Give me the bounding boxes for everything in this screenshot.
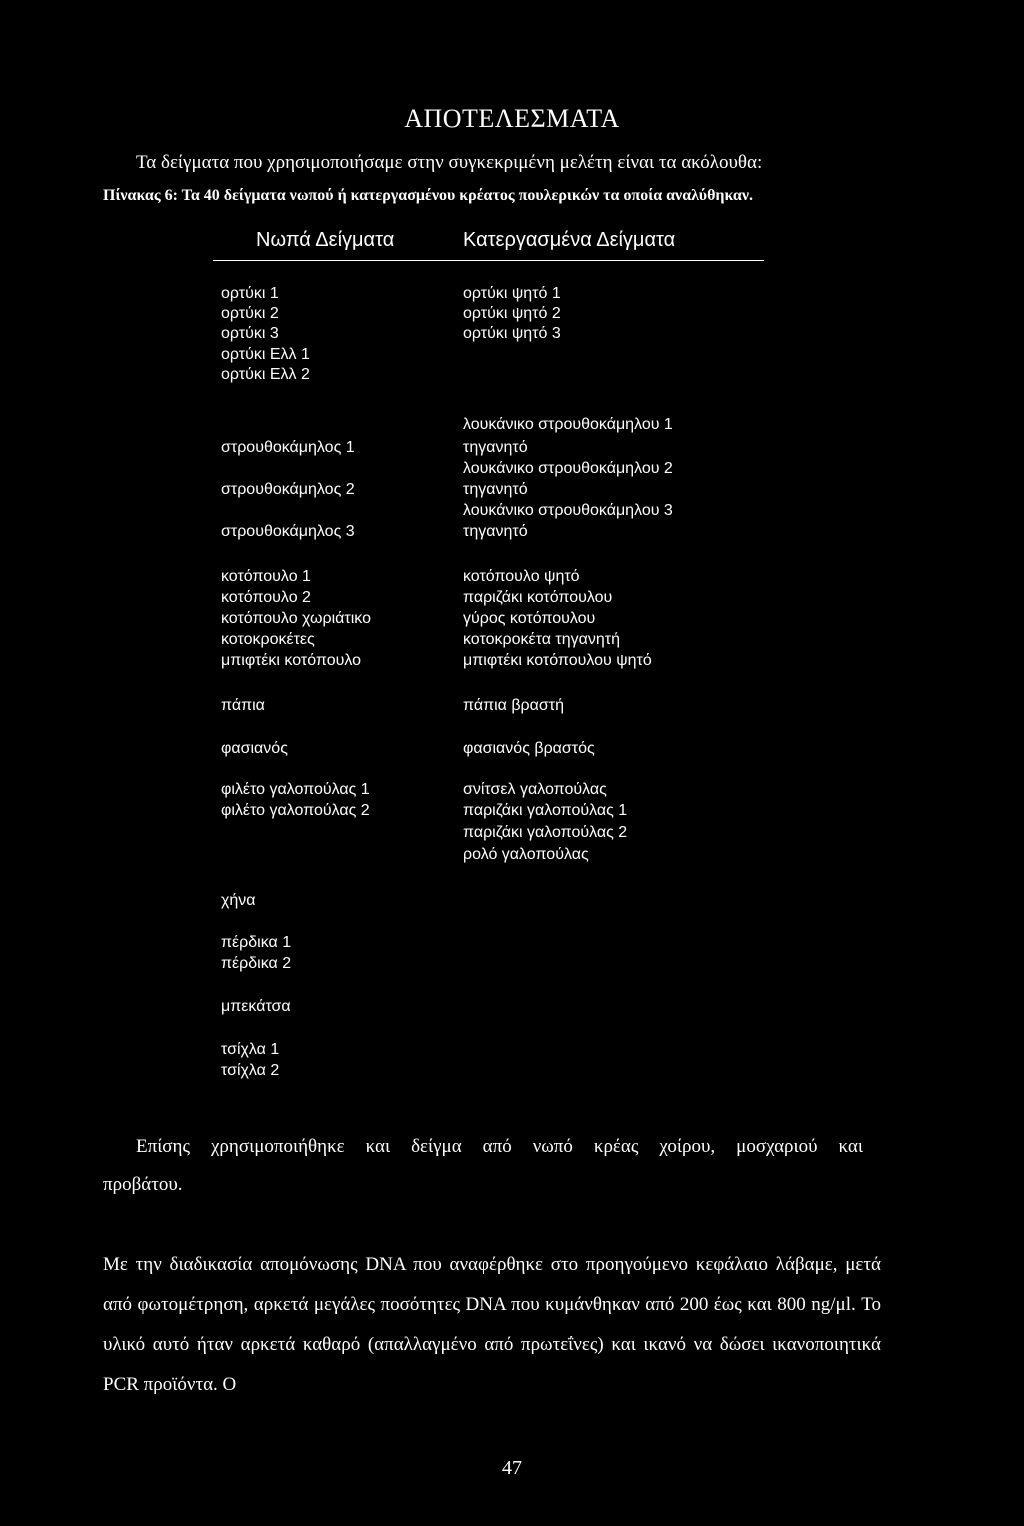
- raw-sample: κοτόπουλο 1: [221, 568, 311, 585]
- processed-sample: παριζάκι κοτόπουλου: [463, 589, 613, 606]
- raw-sample: ορτύκι 1: [221, 285, 279, 302]
- raw-sample: στρουθοκάμηλος 2: [221, 481, 355, 498]
- raw-sample: τσίχλα 2: [221, 1062, 280, 1079]
- raw-sample: μπιφτέκι κοτόπουλο: [221, 652, 361, 669]
- processed-sample: παριζάκι γαλοπούλας 1: [463, 802, 628, 819]
- processed-sample: λουκάνικο στρουθοκάμηλου 1: [463, 416, 673, 433]
- note-text-line-2: προβάτου.: [103, 1174, 183, 1195]
- raw-sample: μπεκάτσα: [221, 998, 291, 1015]
- raw-sample: φασιανός: [221, 740, 288, 757]
- processed-sample: ορτύκι ψητό 1: [463, 285, 561, 302]
- intro-text: Τα δείγματα που χρησιμοποιήσαμε στην συγκεκριμένη μελέτη είναι τα ακόλουθα:: [136, 152, 763, 173]
- processed-sample: κοτόπουλο ψητό: [463, 568, 580, 585]
- raw-sample: φιλέτο γαλοπούλας 1: [221, 781, 370, 798]
- processed-sample: ορτύκι ψητό 3: [463, 325, 561, 342]
- processed-sample: λουκάνικο στρουθοκάμηλου 3: [463, 502, 673, 519]
- body-paragraph: Με την διαδικασία απομόνωσης DNA που αναφέρθηκε στο προηγούμενο κεφάλαιο λάβαμε, μετά από φωτομέτρηση, αρκετά μεγάλες ποσότητες DNA που κυμάνθηκαν από 200 έως και 800 ng/μl. Το υλικό αυτό ήταν αρκετά καθαρό (απαλλαγμένο από πρωτεΐνες) και ικανό να δώσει ικανοποιητικά PCR προϊόντα. Ο: [103, 1254, 881, 1395]
- processed-sample: λουκάνικο στρουθοκάμηλου 2: [463, 460, 673, 477]
- raw-sample: χήνα: [221, 892, 256, 909]
- raw-sample: κοτοκροκέτες: [221, 631, 315, 648]
- processed-sample: πάπια βραστή: [463, 697, 564, 714]
- processed-sample: ρολό γαλοπούλας: [463, 846, 589, 863]
- processed-sample: σνίτσελ γαλοπούλας: [463, 781, 607, 798]
- raw-sample: ορτύκι 2: [221, 305, 279, 322]
- processed-sample: παριζάκι γαλοπούλας 2: [463, 824, 628, 841]
- raw-sample: κοτόπουλο 2: [221, 589, 311, 606]
- note-text-line-1: Επίσης χρησιμοποιήθηκε και δείγμα από νωπό κρέας χοίρου, μοσχαριού και: [136, 1136, 863, 1157]
- column-header-processed: Κατεργασμένα Δείγματα: [463, 229, 676, 251]
- raw-sample: πέρδικα 1: [221, 934, 292, 951]
- raw-sample: πάπια: [221, 697, 265, 714]
- table-caption: Πίνακας 6: Τα 40 δείγματα νωπού ή κατεργασμένου κρέατος πουλερικών τα οποία αναλύθηκαν.: [103, 187, 753, 204]
- raw-sample: κοτόπουλο χωριάτικο: [221, 610, 371, 627]
- raw-sample: στρουθοκάμηλος 1: [221, 439, 355, 456]
- raw-sample: ορτύκι 3: [221, 325, 279, 342]
- raw-sample: ορτύκι Ελλ 2: [221, 366, 310, 383]
- processed-sample: φασιανός βραστός: [463, 740, 595, 757]
- processed-sample: τηγανητό: [463, 523, 528, 540]
- processed-sample: κοτοκροκέτα τηγανητή: [463, 631, 620, 648]
- page-number: 47: [502, 1457, 522, 1479]
- page-title: ΑΠΟΤΕΛΕΣΜΑΤΑ: [404, 104, 620, 133]
- raw-sample: φιλέτο γαλοπούλας 2: [221, 802, 370, 819]
- column-header-raw: Νωπά Δείγματα: [256, 229, 395, 251]
- raw-sample: πέρδικα 2: [221, 955, 292, 972]
- processed-sample: τηγανητό: [463, 481, 528, 498]
- raw-sample: στρουθοκάμηλος 3: [221, 523, 355, 540]
- processed-sample: μπιφτέκι κοτόπουλου ψητό: [463, 652, 652, 669]
- processed-sample: γύρος κοτόπουλου: [463, 610, 596, 627]
- raw-sample: τσίχλα 1: [221, 1041, 280, 1058]
- processed-sample: ορτύκι ψητό 2: [463, 305, 561, 322]
- processed-sample: τηγανητό: [463, 439, 528, 456]
- header-underline: [213, 260, 764, 261]
- raw-sample: ορτύκι Ελλ 1: [221, 346, 310, 363]
